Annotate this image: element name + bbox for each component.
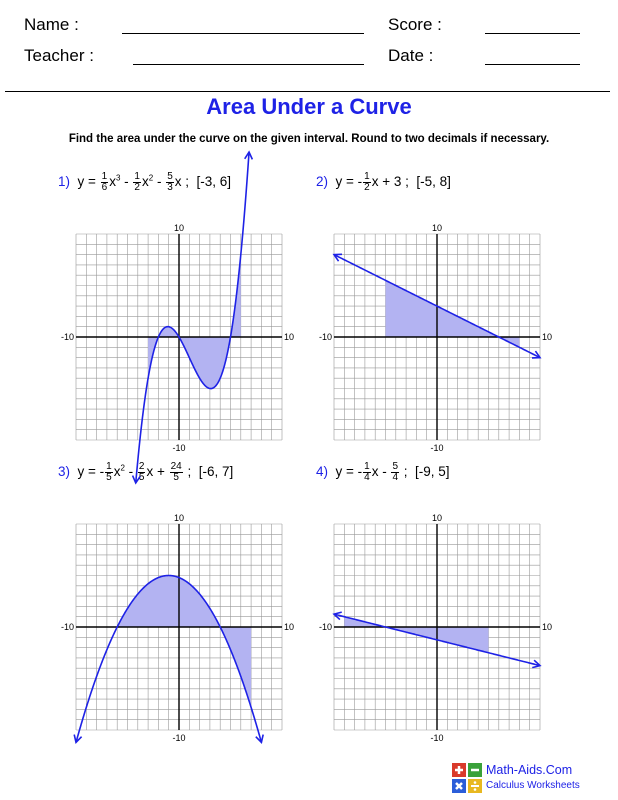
y-max-label: 10 bbox=[431, 223, 443, 233]
problem-3: 3) y = - $\frac{1}{5}$ $x^2$ - $\frac{2}{5}$ x + $\frac{24}{5}$ ; [-6, 7] bbox=[58, 461, 234, 483]
y-max-label: 10 bbox=[173, 223, 185, 233]
score-label: Score : bbox=[388, 15, 442, 34]
y-min-label: -10 bbox=[430, 733, 444, 743]
graph-2 bbox=[314, 220, 558, 453]
footer-subtitle: Calculus Worksheets bbox=[486, 780, 580, 791]
problem-number: 3) bbox=[58, 464, 71, 480]
teacher-label: Teacher : bbox=[24, 46, 94, 65]
problem-interval: [-9, 5] bbox=[415, 464, 450, 480]
name-label: Name : bbox=[24, 15, 79, 34]
date-line[interactable] bbox=[485, 64, 580, 65]
footer-site[interactable]: Math-Aids.Com bbox=[486, 763, 573, 777]
x-min-label: -10 bbox=[60, 332, 74, 342]
y-min-label: -10 bbox=[172, 443, 186, 453]
score-line[interactable] bbox=[485, 33, 580, 34]
graph-4 bbox=[314, 510, 558, 743]
problem-interval: [-5, 8] bbox=[416, 174, 451, 190]
graph-3 bbox=[56, 510, 300, 743]
x-max-label: 10 bbox=[284, 332, 295, 342]
graph-1 bbox=[56, 220, 300, 453]
name-line[interactable] bbox=[122, 33, 364, 34]
y-max-label: 10 bbox=[431, 513, 443, 523]
math-operators-icon bbox=[451, 762, 483, 799]
y-min-label: -10 bbox=[430, 443, 444, 453]
problem-number: 1) bbox=[58, 174, 71, 190]
problem-number: 2) bbox=[316, 174, 329, 190]
function-curve bbox=[136, 152, 249, 483]
x-min-label: -10 bbox=[60, 622, 74, 632]
problem-2: 2) y = - $\frac{1}{2}$ x + 3 ; [-5, 8] bbox=[316, 171, 451, 193]
teacher-line[interactable] bbox=[133, 64, 364, 65]
y-max-label: 10 bbox=[173, 513, 185, 523]
y-min-label: -10 bbox=[172, 733, 186, 743]
problem-interval: [-6, 7] bbox=[198, 464, 234, 480]
problem-interval: [-3, 6] bbox=[196, 174, 232, 190]
x-min-label: -10 bbox=[318, 332, 332, 342]
problem-4: 4) y = - $\frac{1}{4}$ x - $\frac{5}{4}$ ; [-9, 5] bbox=[316, 461, 450, 483]
instructions: Find the area under the curve on the given interval. Round to two decimals if necessary. bbox=[68, 133, 550, 145]
x-max-label: 10 bbox=[284, 622, 295, 632]
header-divider bbox=[5, 91, 610, 92]
worksheet-title: Area Under a Curve bbox=[206, 94, 412, 119]
problem-1: 1) y = $\frac{1}{6}$ $x^3$ - $\frac{1}{2}$ $x^2$ - $\frac{5}{3}$ x ; [-3, 6] bbox=[58, 171, 232, 193]
x-max-label: 10 bbox=[542, 622, 553, 632]
x-max-label: 10 bbox=[542, 332, 553, 342]
problem-number: 4) bbox=[316, 464, 329, 480]
x-min-label: -10 bbox=[318, 622, 332, 632]
date-label: Date : bbox=[388, 46, 434, 65]
